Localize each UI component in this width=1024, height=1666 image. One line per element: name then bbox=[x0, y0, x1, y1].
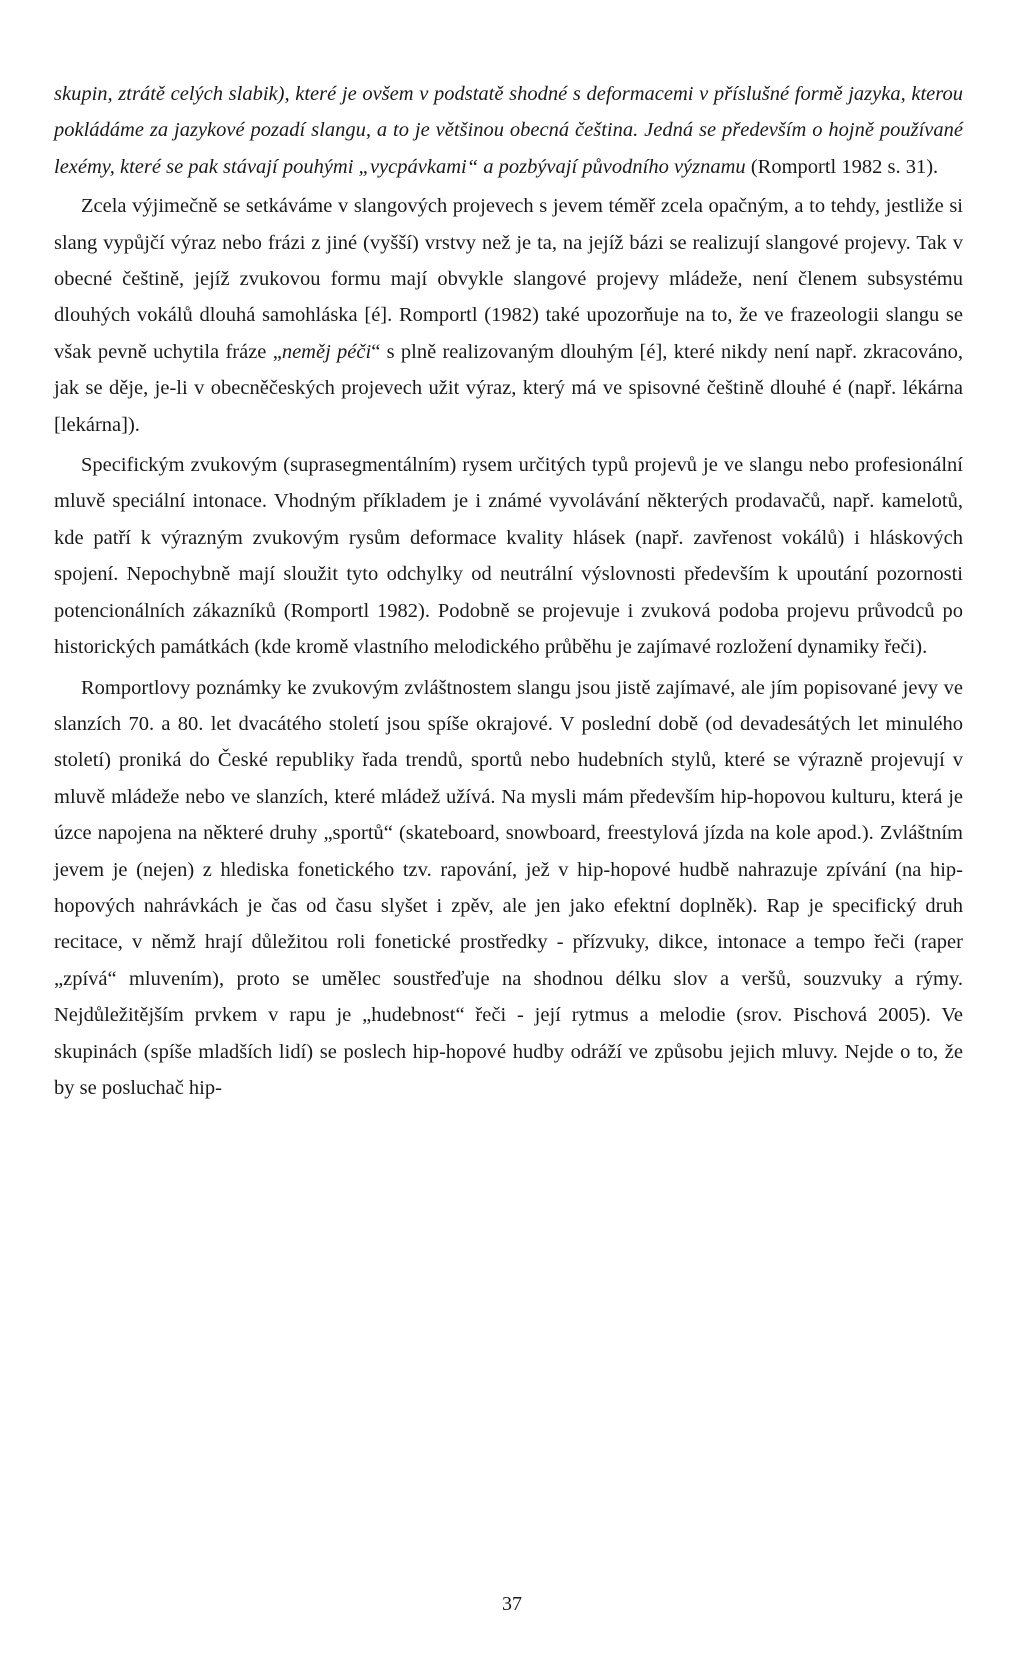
italic-phrase: neměj péči bbox=[281, 340, 372, 363]
paragraph-text: Zcela výjimečně se setkáváme v slangových projevech s jevem téměř zcela opačným, a to tehdy, jestliže si slang vypůjčí výraz nebo frázi z jiné (vyšší) vrstvy než je ta, na jejíž bázi se realizují slangové projevy. Tak v obecné češtině, jejíž zvukovou formu mají obvykle slangové projevy mládeže, není členem subsystému dlouhých vokálů dlouhá samohláska [é]. Romportl (1982) také upozorňuje na to, že ve frazeologii slangu se však pevně uchytila fráze „ bbox=[54, 195, 963, 363]
paragraph-3 bbox=[54, 447, 963, 665]
paragraph-text: Romportlovy poznámky ke zvukovým zvláštnostem slangu jsou jistě zajímavé, ale jím popisované jevy ve slanzích 70. a 80. let dvacátého století jsou spíše okrajové. V poslední době (od devadesátých let minulého století) proniká do České republiky řada trendů, sportů nebo hudebních stylů, které se výrazně projevují v mluvě mládeže nebo ve slanzích, které mládež užívá. Na mysli mám především hip-hopovou kulturu, která je úzce napojena na některé druhy „sportů“ (skateboard, snowboard, freestylová jízda na kole apod.). Zvláštním jevem je (nejen) z hlediska fonetického tzv. rapování, jež v hip-hopové hudbě nahrazuje zpívání (na hip-hopových nahrávkách je čas od času slyšet i zpěv, ale jen jako efektní doplněk). Rap je specifický druh recitace, v němž hrají důležitou roli fonetické prostředky - přízvuky, dikce, intonace a tempo řeči (raper „zpívá“ mluvením), proto se umělec soustřeďuje na shodnou délku slov a veršů, souzvuky a rýmy. Nejdůležitějším prvkem v rapu je „hudebnost“ řeči - její rytmus a melodie (srov. Pischová 2005). Ve skupinách (spíše mladších lidí) se poslech hip-hopové hudby odráží ve způsobu jejich mluvy. Nejde o to, že by se posluchač hip- bbox=[54, 676, 963, 1099]
paragraph-2 bbox=[54, 188, 963, 443]
page-number: 37 bbox=[502, 1593, 522, 1615]
paragraph-1 bbox=[54, 76, 963, 185]
paragraph-text: Specifickým zvukovým (suprasegmentálním) rysem určitých typů projevů je ve slangu nebo profesionální mluvě speciální intonace. Vhodným příkladem je i známé vyvolávání některých prodavačů, např. kamelotů, kde patří k výrazným zvukovým rysům deformace kvality hlásek (např. zavřenost vokálů) i hláskových spojení. Nepochybně mají sloužit tyto odchylky od neutrální výslovnosti především k upoutání pozornosti potencionálních zákazníků (Romportl 1982). Podobně se projevuje i zvuková podoba projevu průvodců po historických památkách (kde kromě vlastního melodického průběhu je zajímavé rozložení dynamiky řeči). bbox=[54, 454, 963, 659]
paragraph-4 bbox=[54, 670, 963, 1107]
citation: (Romportl 1982 s. 31). bbox=[745, 155, 939, 178]
document-page bbox=[54, 76, 963, 1106]
paragraph-text: “ s plně realizovaným dlouhým [é], které nikdy není např. zkracováno, jak se děje, je-li v obecněčeských projevech užit výraz, který má ve spisovné češtině dlouhé é (např. lékárna [lekárna]). bbox=[54, 340, 963, 436]
italic-quote: skupin, ztrátě celých slabik), které je ovšem v podstatě shodné s deformacemi v příslušné formě jazyka, kterou pokládáme za jazykové pozadí slangu, a to je většinou obecná čeština. Jedná se především o hojně používané lexémy, které se pak stávají pouhými „vycpávkami“ a pozbývají původního významu bbox=[54, 83, 963, 178]
